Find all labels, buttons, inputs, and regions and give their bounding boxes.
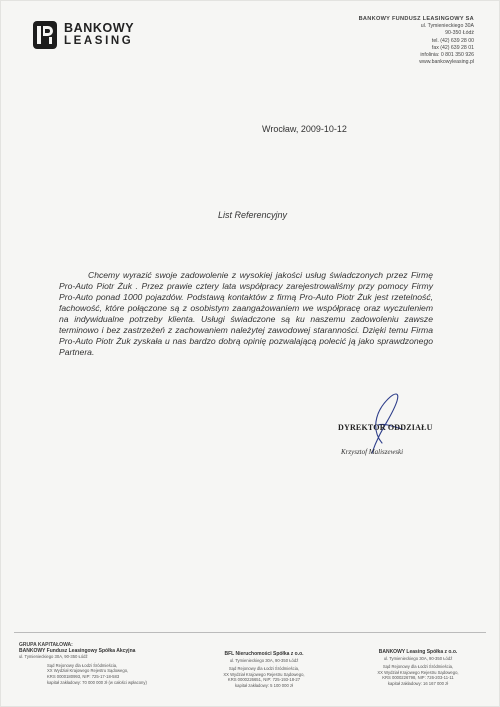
signature-block (338, 423, 433, 456)
footer-column-3 (348, 650, 488, 687)
header-company-name: BANKOWY FUNDUSZ LEASINGOWY SA (358, 16, 474, 22)
footer-col3-address: ul. Tymienieckiego 30A, 90-350 Łódź (383, 655, 453, 661)
footer-col1-line3: KRS 0000180993, NIP: 725-17-18-583 (47, 673, 120, 679)
footer-column-1 (19, 643, 169, 685)
footer-col3-line4: kapitał zakładowy: 16 167 000 zł (387, 680, 449, 686)
letter-body: Chcemy wyrazić swoje zadowolenie z wysokiej jakości usług świadczonych przez Firmę Pro-Auto Piotr Żuk . Przez prawie cztery lata współpracy zarejestrowaliśmy przy pomocy Firmy Pro-Auto ponad 1000 pojazdów. Podstawą kontaktów z firmą Pro-Auto Piotr Żuk jest rzetelność, fachowość, które połączone są z osobistym zaangażowaniem we współpracę oraz wyczuleniem na indywidualne potrzeby klienta. Usługi świadczone są ku naszemu zadowoleniu zawsze terminowo i bez zastrzeżeń z zachowaniem należytej zawodowej staranności. Dzięki temu Firma Pro-Auto Piotr Żuk zyskała u nas bardzo dobrą opinię pozwalającą polecić ją jako sprawdzonego Partnera. (59, 270, 433, 357)
footer-col2-line4: kapitał zakładowy: 5 100 000 zł (235, 682, 293, 688)
header-street: ul. Tymienieckiego 30A (420, 23, 474, 30)
header-company-info (359, 16, 474, 66)
footer-col3-line1: Sąd Rejonowy dla Łodzi Śródmieścia, (382, 664, 454, 670)
footer-col1-name: BANKOWY Fundusz Leasingowy Spółka Akcyjna (19, 647, 136, 654)
company-logo (32, 20, 134, 50)
footer-col3-line2: XX Wydział Krajowego Rejestru Sądowego, (377, 669, 459, 675)
footer-col2-name: BFL Nieruchomości Spółka z o.o. (224, 651, 304, 657)
footer-col3-name: BANKOWY Leasing Spółka z o.o. (378, 649, 458, 655)
footer-col2-line2: XX Wydział Krajowego Rejestru Sądowego, (223, 671, 305, 677)
letter-date: Wrocław, 2009-10-12 (262, 124, 347, 134)
footer-group-label: GRUPA KAPITAŁOWA: (19, 642, 73, 648)
pko-logo-icon (32, 20, 58, 50)
footer-col1-registry (19, 663, 169, 685)
footer-col1-line1: Sąd Rejonowy dla Łodzi Śródmieścia, (47, 662, 118, 668)
footer-col1-line4: kapitał zakładowy: 70 000 000 zł (w całości wpłacony) (47, 679, 147, 685)
signature-name: Krzysztof Maliszewski (341, 448, 404, 456)
footer-col2-registry (199, 666, 329, 688)
footer-col2-line3: KRS 0000226651, NIP: 725-193-18-27 (227, 677, 301, 683)
header-fax: fax (42) 639 28 01 (431, 44, 474, 51)
letter-subject: List Referencyjny (218, 210, 288, 220)
footer-col3-line3: KRS 0000226798, NIP: 726-203-11-11 (382, 675, 454, 681)
footer-divider (14, 632, 486, 633)
header-city: 90-350 Łódź (445, 30, 474, 37)
footer-col2-line1: Sąd Rejonowy dla Łodzi Śródmieścia, (228, 666, 300, 672)
logo-line-1: BANKOWY (64, 21, 135, 35)
logo-line-2: LEASING (64, 35, 134, 47)
footer-col1-line2: XX Wydział Krajowego Rejestru Sądowego, (47, 668, 129, 674)
footer-col1-address: ul. Tymienieckiego 30A, 90-350 Łódź (19, 654, 88, 660)
header-tel: tel. (42) 639 28 00 (431, 37, 474, 44)
footer-col3-registry (348, 664, 488, 686)
signature-title: DYREKTOR ODDZIAŁU (338, 423, 433, 432)
header-infoline: infolinia: 0 801 350 926 (420, 52, 474, 59)
footer-column-2 (199, 652, 329, 689)
footer-col2-address: ul. Tymienieckiego 30A, 90-350 Łódź (229, 657, 299, 663)
header-web: www.bankowyleasing.pl (419, 59, 474, 66)
